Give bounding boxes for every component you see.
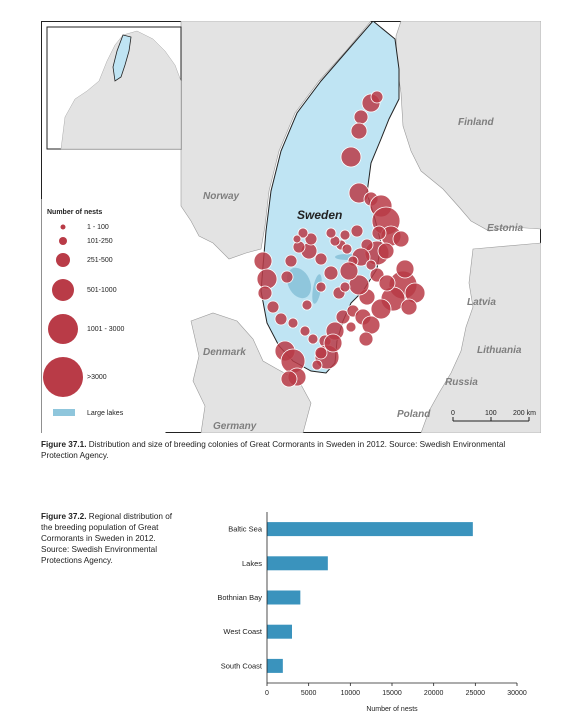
chart-x-ticks: [265, 683, 527, 697]
category-label: Baltic Sea: [228, 524, 262, 534]
label-latvia: Latvia: [467, 297, 496, 308]
legend-label-2: 101-250: [87, 238, 113, 245]
figure-1-caption: [41, 439, 541, 461]
colony-marker: [315, 347, 327, 359]
colony-marker: [401, 299, 417, 315]
colony-marker: [359, 332, 373, 346]
colony-marker: [346, 322, 356, 332]
colony-marker: [351, 225, 363, 237]
bar-south-coast: [267, 659, 283, 673]
colony-marker: [288, 318, 298, 328]
scale-tick-200: 200 km: [513, 410, 536, 417]
label-poland: Poland: [397, 409, 431, 420]
inset-map: [47, 27, 181, 149]
map-legend: [42, 199, 166, 433]
legend-label-3: 251-500: [87, 257, 113, 264]
x-tick-label: 30000: [507, 690, 527, 697]
colony-marker: [254, 252, 272, 270]
category-label: South Coast: [220, 661, 262, 671]
category-label: West Coast: [223, 627, 262, 637]
colony-map: [41, 21, 541, 433]
colony-marker: [378, 243, 394, 259]
colony-marker: [267, 301, 279, 313]
category-label: Bothnian Bay: [217, 593, 262, 602]
legend-circle-2: [59, 237, 67, 245]
colony-marker: [366, 260, 376, 270]
legend-circle-4: [52, 279, 74, 301]
legend-label-6: >3000: [87, 374, 107, 381]
colony-marker: [316, 282, 326, 292]
legend-label-4: 501-1000: [87, 287, 117, 294]
legend-label-5: 1001 - 3000: [87, 326, 125, 333]
colony-marker: [308, 334, 318, 344]
colony-marker: [371, 299, 391, 319]
colony-marker: [324, 334, 342, 352]
colony-marker: [340, 230, 350, 240]
colony-marker: [281, 271, 293, 283]
bar-lakes: [267, 556, 328, 570]
legend-circle-1: [61, 225, 66, 230]
label-germany: Germany: [213, 421, 257, 432]
category-label: Lakes: [241, 558, 262, 568]
colony-marker: [324, 266, 338, 280]
regional-bar-chart: [190, 508, 550, 720]
label-lithuania: Lithuania: [477, 345, 522, 356]
colony-marker: [275, 313, 287, 325]
legend-label-1: 1 - 100: [87, 224, 109, 231]
x-tick-label: 0: [265, 690, 269, 697]
chart-x-axis-label: Number of nests: [366, 706, 418, 713]
figure-1-text: Distribution and size of breeding colonies of Great Cormorants in Sweden in 2012. Source: Swedish Environmental Protection Agency.: [41, 440, 506, 460]
label-finland: Finland: [458, 117, 494, 128]
chart-bars: [267, 522, 473, 673]
x-tick-label: 5000: [300, 690, 317, 697]
colony-marker: [340, 262, 358, 280]
colony-marker: [379, 275, 395, 291]
colony-marker: [315, 253, 327, 265]
scale-tick-0: 0: [451, 410, 455, 417]
x-tick-label: 20000: [423, 690, 444, 697]
figure-1-label: Figure 37.1.: [41, 440, 87, 449]
x-tick-label: 15000: [382, 690, 402, 697]
colony-marker: [393, 231, 409, 247]
colony-marker: [341, 147, 361, 167]
colony-marker: [293, 235, 301, 243]
label-sweden: Sweden: [297, 208, 343, 222]
colony-marker: [351, 123, 367, 139]
figure-2-caption: [41, 511, 176, 566]
scale-tick-100: 100: [485, 410, 497, 417]
figure-2-text: Regional distribution of the breeding population of Great Cormorants in Sweden in 2012. Source: Swedish Environmental Protections Agency.: [41, 512, 173, 565]
label-estonia: Estonia: [487, 223, 524, 234]
colony-marker: [396, 260, 414, 278]
legend-circle-3: [56, 253, 70, 267]
colony-marker: [258, 286, 272, 300]
chart-category-labels: [217, 525, 263, 671]
colony-marker: [342, 244, 352, 254]
colony-marker: [326, 228, 336, 238]
legend-circle-6: [43, 357, 83, 397]
legend-title: Number of nests: [47, 209, 103, 216]
colony-marker: [312, 360, 322, 370]
figure-2-label: Figure 37.2.: [41, 512, 87, 521]
colony-marker: [285, 255, 297, 267]
legend-lake-swatch: [53, 409, 75, 416]
colony-marker: [340, 282, 350, 292]
label-norway: Norway: [203, 191, 240, 202]
bar-bothnian-bay: [267, 591, 300, 605]
legend-circle-5: [48, 314, 78, 344]
colony-marker: [372, 226, 386, 240]
x-tick-label: 10000: [340, 690, 361, 697]
label-russia: Russia: [445, 377, 478, 388]
colony-marker: [371, 91, 383, 103]
colony-marker: [302, 300, 312, 310]
legend-lake-label: Large lakes: [87, 410, 124, 417]
colony-marker: [300, 326, 310, 336]
label-denmark: Denmark: [203, 347, 246, 358]
bar-west-coast: [267, 625, 292, 639]
bar-baltic-sea: [267, 522, 473, 536]
x-tick-label: 25000: [465, 690, 486, 697]
colony-marker: [354, 110, 368, 124]
colony-marker: [281, 371, 297, 387]
